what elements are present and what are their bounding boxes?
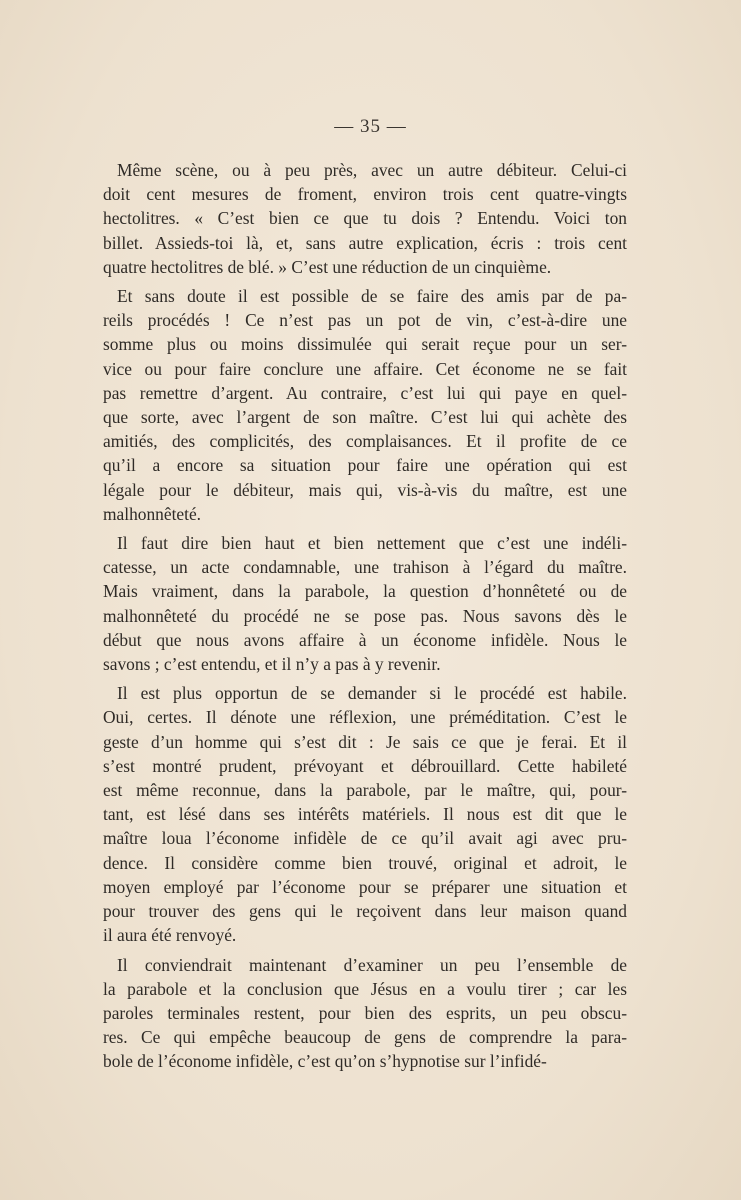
text-line: est même reconnue, dans la parabole, par le maître, qui, pour- bbox=[103, 780, 627, 801]
text-line: que sorte, avec l’argent de son maître. C’est lui qui achète des bbox=[103, 407, 627, 428]
body-text bbox=[103, 158, 627, 1079]
text-line: qu’il a encore sa situation pour faire une opération qui est bbox=[103, 455, 627, 476]
text-line: geste d’un homme qui s’est dit : Je sais ce que je ferai. Et il bbox=[103, 731, 627, 752]
text-line: somme plus ou moins dissimulée qui serait reçue pour un ser- bbox=[103, 334, 627, 355]
text-line: reils procédés ! Ce n’est pas un pot de vin, c’est-à-dire une bbox=[103, 310, 627, 331]
text-line: s’est montré prudent, prévoyant et débrouillard. Cette habileté bbox=[103, 755, 627, 776]
text-line: la parabole et la conclusion que Jésus en a voulu tirer ; car les bbox=[103, 978, 627, 999]
text-line: tant, est lésé dans ses intérêts matériels. Il nous est dit que le bbox=[103, 804, 627, 825]
text-line: quatre hectolitres de blé. » C’est une réduction de un cinquième. bbox=[103, 256, 552, 277]
text-line: amitiés, des complicités, des complaisances. Et il profite de ce bbox=[103, 431, 627, 452]
text-line: Même scène, ou à peu près, avec un autre débiteur. Celui-ci bbox=[117, 160, 627, 180]
text-line: maître loua l’économe infidèle de ce qu’il avait agi avec pru- bbox=[103, 828, 627, 849]
text-line: Il est plus opportun de se demander si le procédé est habile. bbox=[117, 683, 627, 704]
text-line: malhonnêteté du procédé ne se pose pas. Nous savons dès le bbox=[103, 605, 627, 626]
text-line: Il conviendrait maintenant d’examiner un peu l’ensemble de bbox=[117, 954, 627, 975]
text-line: billet. Assieds-toi là, et, sans autre explication, écris : trois cent bbox=[103, 232, 627, 253]
text-line: paroles terminales restent, pour bien des esprits, un peu obscu- bbox=[103, 1002, 627, 1023]
text-line: catesse, un acte condamnable, une trahison à l’égard du maître. bbox=[103, 557, 627, 578]
text-line: doit cent mesures de froment, environ trois cent quatre-vingts bbox=[103, 184, 627, 205]
text-line: res. Ce qui empêche beaucoup de gens de comprendre la para- bbox=[103, 1027, 627, 1048]
text-line: malhonnêteté. bbox=[103, 503, 202, 524]
page-number: — 35 — bbox=[334, 116, 407, 137]
paragraph bbox=[103, 284, 627, 526]
text-line: moyen employé par l’économe pour se préparer une situation et bbox=[103, 876, 627, 897]
text-line: Mais vraiment, dans la parabole, la question d’honnêteté ou de bbox=[103, 581, 627, 602]
text-line: début que nous avons affaire à un économe infidèle. Nous le bbox=[103, 629, 627, 650]
text-line: Il faut dire bien haut et bien nettement que c’est une indéli- bbox=[117, 533, 627, 554]
text-line: légale pour le débiteur, mais qui, vis-à-vis du maître, est une bbox=[103, 479, 627, 500]
text-line: pas remettre d’argent. Au contraire, c’est lui qui paye en quel- bbox=[103, 382, 627, 403]
paragraph bbox=[103, 953, 627, 1074]
paragraph bbox=[103, 681, 627, 947]
text-line: dence. Il considère comme bien trouvé, original et adroit, le bbox=[103, 852, 627, 873]
text-line: bole de l’économe infidèle, c’est qu’on s’hypnotise sur l’infidé- bbox=[103, 1051, 547, 1072]
text-line: Oui, certes. Il dénote une réflexion, une préméditation. C’est le bbox=[103, 707, 627, 728]
text-line: savons ; c’est entendu, et il n’y a pas à y revenir. bbox=[103, 654, 441, 675]
text-line: il aura été renvoyé. bbox=[103, 925, 237, 946]
text-line: pour trouver des gens qui le reçoivent dans leur maison quand bbox=[103, 901, 627, 922]
text-line: Et sans doute il est possible de se faire des amis par de pa- bbox=[117, 286, 627, 307]
paragraph bbox=[103, 531, 627, 676]
paragraph bbox=[103, 158, 627, 279]
text-line: hectolitres. « C’est bien ce que tu dois ? Entendu. Voici ton bbox=[103, 208, 627, 229]
text-line: vice ou pour faire conclure une affaire. Cet économe ne se fait bbox=[103, 358, 627, 379]
